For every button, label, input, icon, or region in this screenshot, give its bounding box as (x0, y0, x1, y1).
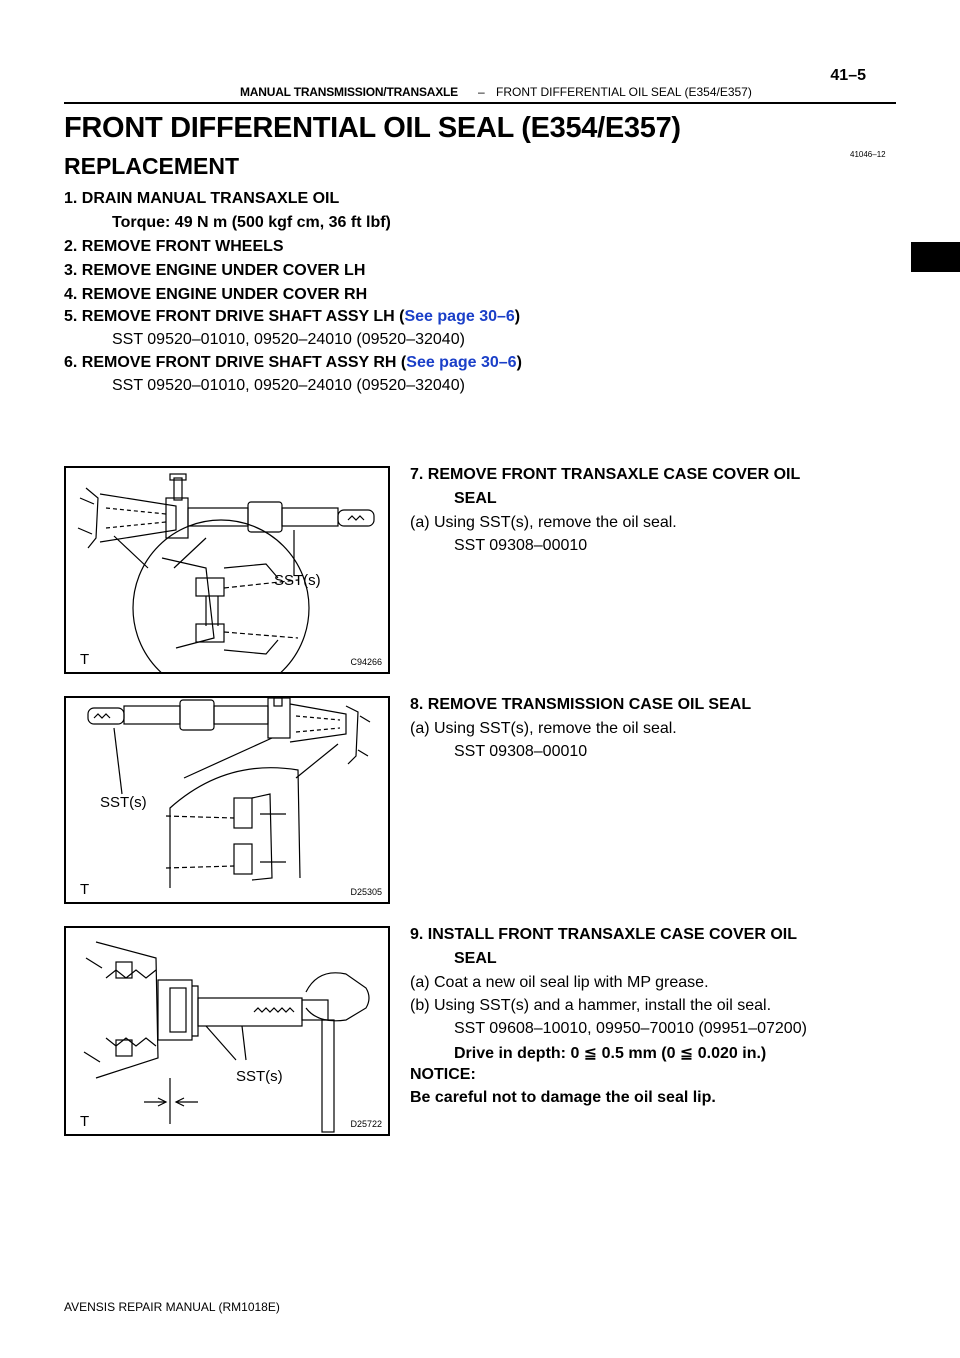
figure-d25305-sst-label: SST(s) (100, 794, 147, 811)
step-7-heading: 7. REMOVE FRONT TRANSAXLE CASE COVER OIL (410, 466, 801, 483)
figure-d25305 (64, 696, 390, 904)
section-subtitle: REPLACEMENT (64, 153, 240, 179)
figure-c94266-illustration (66, 468, 388, 672)
figure-d25722-sst-label: SST(s) (236, 1068, 283, 1085)
step-6-see-page-link[interactable]: See page 30–6 (406, 354, 517, 371)
step-2: 2. REMOVE FRONT WHEELS (64, 238, 284, 255)
header-separator: – (478, 85, 485, 99)
step-7-heading-cont: SEAL (454, 490, 497, 507)
reference-code: 41046–12 (850, 150, 886, 159)
step-5 (64, 308, 520, 326)
step-7-sst: SST 09308–00010 (454, 537, 588, 554)
step-9-heading-cont: SEAL (454, 950, 497, 967)
header-rule (64, 102, 896, 104)
step-5-close: ) (514, 308, 521, 325)
section-tab-marker (911, 242, 960, 272)
figure-d25722-code: D25722 (350, 1119, 382, 1129)
notice-label: NOTICE: (410, 1066, 476, 1083)
header-section: MANUAL TRANSMISSION/TRANSAXLE (240, 85, 458, 99)
step-6-close: ) (516, 354, 522, 371)
notice-text: Be careful not to damage the oil seal lip. (410, 1089, 716, 1106)
figure-c94266-sst-label: SST(s) (274, 572, 321, 589)
step-9-depth: Drive in depth: 0 ≦ 0.5 mm (0 ≦ 0.020 in.) (454, 1045, 767, 1062)
step-5-sst: SST 09520–01010, 09520–24010 (09520–32040) (112, 331, 465, 348)
step-5-see-page-link[interactable]: See page 30–6 (404, 308, 515, 325)
figure-d25722-illustration (66, 928, 388, 1134)
figure-d25305-corner-mark: T (80, 881, 90, 898)
step-8-sub-a: (a) Using SST(s), remove the oil seal. (410, 720, 677, 737)
step-5-text: 5. REMOVE FRONT DRIVE SHAFT ASSY LH ( (64, 308, 405, 325)
page-number: 41–5 (830, 67, 866, 84)
step-9-sst: SST 09608–10010, 09950–70010 (09951–07200) (454, 1020, 807, 1037)
figure-d25722-corner-mark: T (80, 1113, 90, 1130)
step-6-text: 6. REMOVE FRONT DRIVE SHAFT ASSY RH ( (64, 354, 407, 371)
step-9-sub-a: (a) Coat a new oil seal lip with MP grease. (410, 974, 709, 991)
step-1: 1. DRAIN MANUAL TRANSAXLE OIL (64, 190, 340, 207)
step-9-heading: 9. INSTALL FRONT TRANSAXLE CASE COVER OIL (410, 926, 797, 943)
figure-d25305-code: D25305 (350, 887, 382, 897)
header-subsection: FRONT DIFFERENTIAL OIL SEAL (E354/E357) (496, 85, 752, 99)
step-6-sst: SST 09520–01010, 09520–24010 (09520–32040) (112, 377, 465, 394)
step-7-sub-a: (a) Using SST(s), remove the oil seal. (410, 514, 677, 531)
figure-c94266 (64, 466, 390, 674)
figure-c94266-code: C94266 (350, 657, 382, 667)
step-9-sub-b: (b) Using SST(s) and a hammer, install the oil seal. (410, 997, 772, 1014)
footer: AVENSIS REPAIR MANUAL (RM1018E) (64, 1300, 280, 1314)
step-6 (64, 354, 522, 372)
step-8-sst: SST 09308–00010 (454, 743, 588, 760)
figure-c94266-corner-mark: T (80, 651, 90, 668)
page-title: FRONT DIFFERENTIAL OIL SEAL (E354/E357) (64, 112, 681, 144)
step-3: 3. REMOVE ENGINE UNDER COVER LH (64, 262, 366, 279)
step-4: 4. REMOVE ENGINE UNDER COVER RH (64, 286, 368, 303)
figure-d25722 (64, 926, 390, 1136)
step-8-heading: 8. REMOVE TRANSMISSION CASE OIL SEAL (410, 696, 752, 713)
step-1-torque: Torque: 49 N m (500 kgf cm, 36 ft lbf) (112, 214, 391, 231)
